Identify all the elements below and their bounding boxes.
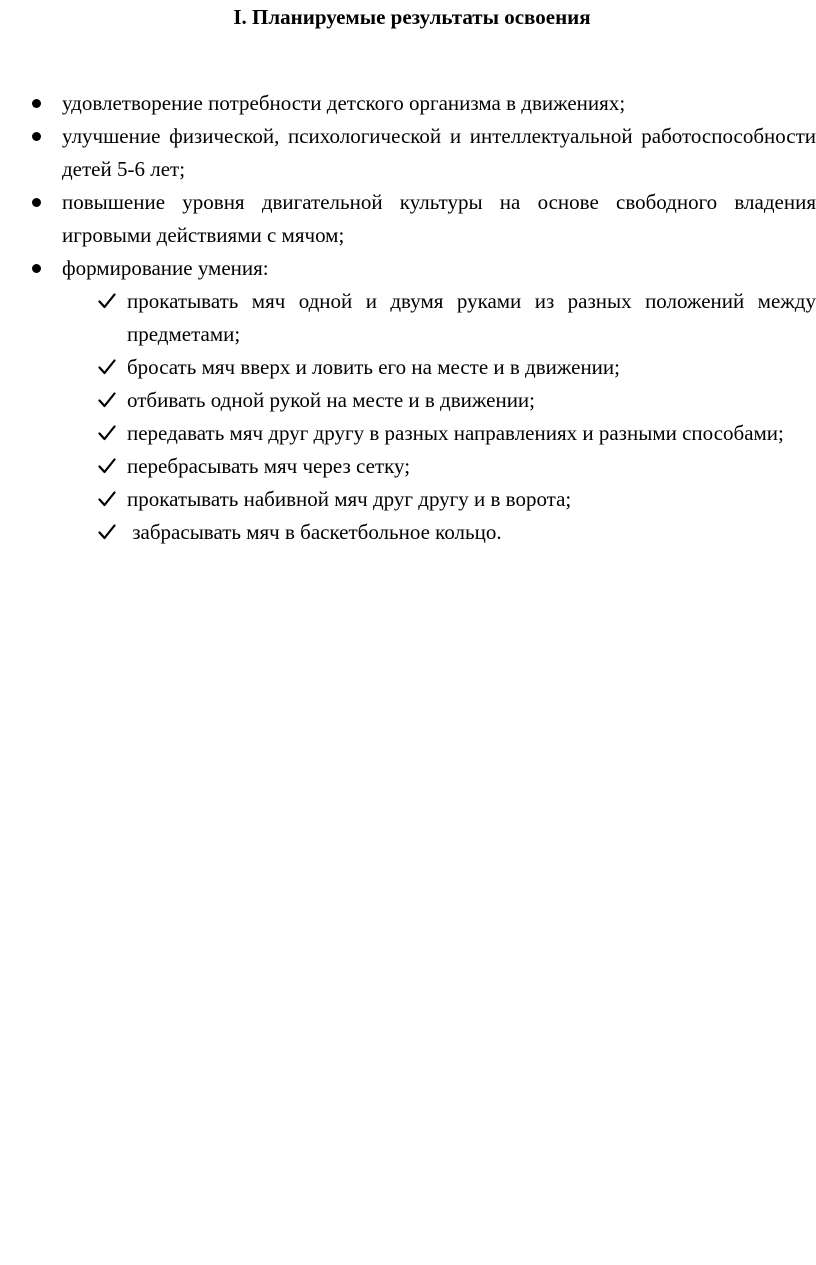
list-item-text: повышение уровня двигательной культуры на основе свободного владения игровыми действиями с мячом; — [62, 190, 816, 247]
bullet-icon — [32, 99, 41, 108]
list-item-text: удовлетворение потребности детского организма в движениях; — [62, 91, 626, 115]
sublist-item — [0, 384, 816, 417]
sublist-item — [0, 285, 816, 351]
list-item-text: формирование умения: — [62, 256, 269, 280]
sublist-item — [0, 450, 816, 483]
results-list — [0, 87, 816, 549]
checkmark-icon — [98, 523, 116, 541]
list-item — [0, 252, 816, 549]
bullet-icon — [32, 198, 41, 207]
checkmark-icon — [98, 424, 116, 442]
sublist-item-text: прокатывать набивной мяч друг другу и в ворота; — [127, 487, 572, 511]
sublist-item — [0, 516, 816, 549]
list-item — [0, 87, 816, 120]
list-item — [0, 120, 816, 186]
sublist-item — [0, 483, 816, 516]
list-item-text: улучшение физической, психологической и интеллектуальной работоспособности детей 5-6 лет; — [62, 124, 816, 181]
checkmark-icon — [98, 457, 116, 475]
bullet-icon — [32, 264, 41, 273]
skills-sublist — [0, 285, 816, 549]
checkmark-icon — [98, 391, 116, 409]
page-title: I. Планируемые результаты освоения — [233, 5, 591, 29]
sublist-item-text: отбивать одной рукой на месте и в движении; — [127, 388, 536, 412]
sublist-item-text: забрасывать мяч в баскетбольное кольцо. — [127, 520, 502, 544]
sublist-item — [0, 351, 816, 384]
sublist-item — [0, 417, 816, 450]
sublist-item-text: перебрасывать мяч через сетку; — [127, 454, 411, 478]
checkmark-icon — [98, 490, 116, 508]
checkmark-icon — [98, 358, 116, 376]
bullet-icon — [32, 132, 41, 141]
list-item — [0, 186, 816, 252]
sublist-item-text: бросать мяч вверх и ловить его на месте и в движении; — [127, 355, 620, 379]
sublist-item-text: прокатывать мяч одной и двумя руками из разных положений между предметами; — [127, 289, 816, 346]
checkmark-icon — [98, 292, 116, 310]
sublist-item-text: передавать мяч друг другу в разных направлениях и разными способами; — [127, 421, 784, 445]
